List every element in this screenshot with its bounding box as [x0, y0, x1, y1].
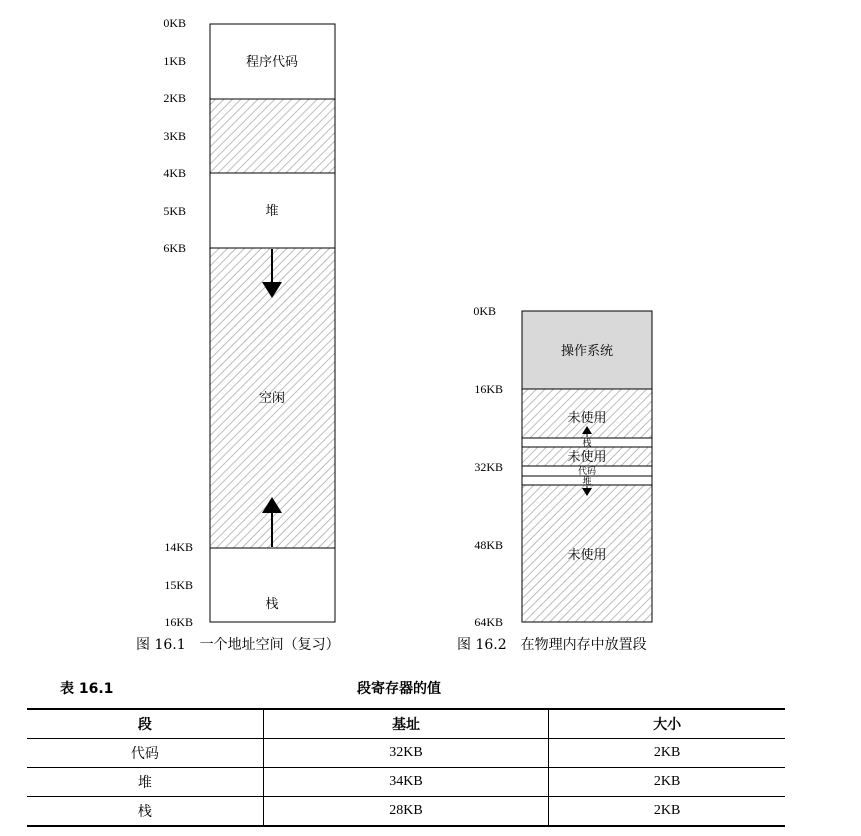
table-row: [27, 797, 785, 827]
fig2-tick-labels: [473, 304, 503, 629]
fig2-tick: 32KB: [474, 460, 503, 474]
fig1-tick: 6KB: [163, 241, 186, 255]
fig2-unused-label-3: 未使用: [567, 548, 607, 563]
segment-register-table: [27, 708, 785, 827]
fig2-stack-label: 栈: [582, 439, 592, 449]
cell-segment: 代码: [27, 739, 263, 768]
fig1-heap-label: 堆: [265, 204, 279, 219]
header-base: 基址: [263, 709, 549, 739]
figure-16-2-caption: 图 16.2 在物理内存中放置段: [457, 637, 647, 653]
cell-size: 2KB: [549, 739, 785, 768]
fig1-tick: 5KB: [163, 204, 186, 218]
cell-segment: 栈: [27, 797, 263, 827]
fig2-heap-label: 堆: [582, 477, 592, 487]
fig1-free-label: 空闲: [258, 391, 286, 406]
cell-size: 2KB: [549, 768, 785, 797]
fig2-tick: 0KB: [473, 304, 496, 318]
fig1-tick: 15KB: [164, 578, 193, 592]
table-title: 段寄存器的值: [357, 681, 441, 697]
fig1-tick: 3KB: [163, 129, 186, 143]
fig2-tick: 64KB: [474, 615, 503, 629]
figure-16-1-caption: 图 16.1 一个地址空间（复习）: [136, 637, 340, 653]
fig1-tick: 16KB: [164, 615, 193, 629]
table-number: 表 16.1: [60, 681, 114, 697]
cell-size: 2KB: [549, 797, 785, 827]
table-row: [27, 739, 785, 768]
fig2-unused-label-2: 未使用: [567, 450, 607, 465]
fig2-os-label: 操作系统: [560, 344, 614, 359]
table-header-row: [27, 709, 785, 739]
fig1-stack-label: 栈: [265, 597, 279, 612]
cell-segment: 堆: [27, 768, 263, 797]
table-row: [27, 768, 785, 797]
fig1-tick: 1KB: [163, 54, 186, 68]
fig2-tick: 48KB: [474, 538, 503, 552]
fig1-tick: 4KB: [163, 166, 186, 180]
fig1-tick: 14KB: [164, 540, 193, 554]
cell-base: 34KB: [263, 768, 549, 797]
header-segment: 段: [27, 709, 263, 739]
fig1-tick: 0KB: [163, 16, 186, 30]
fig2-tick: 16KB: [474, 382, 503, 396]
fig1-tick: 2KB: [163, 91, 186, 105]
fig2-unused-label-1: 未使用: [567, 411, 607, 426]
cell-base: 28KB: [263, 797, 549, 827]
header-size: 大小: [549, 709, 785, 739]
fig2-code-label: 代码: [577, 467, 597, 477]
cell-base: 32KB: [263, 739, 549, 768]
fig1-code-label: 程序代码: [245, 55, 299, 70]
